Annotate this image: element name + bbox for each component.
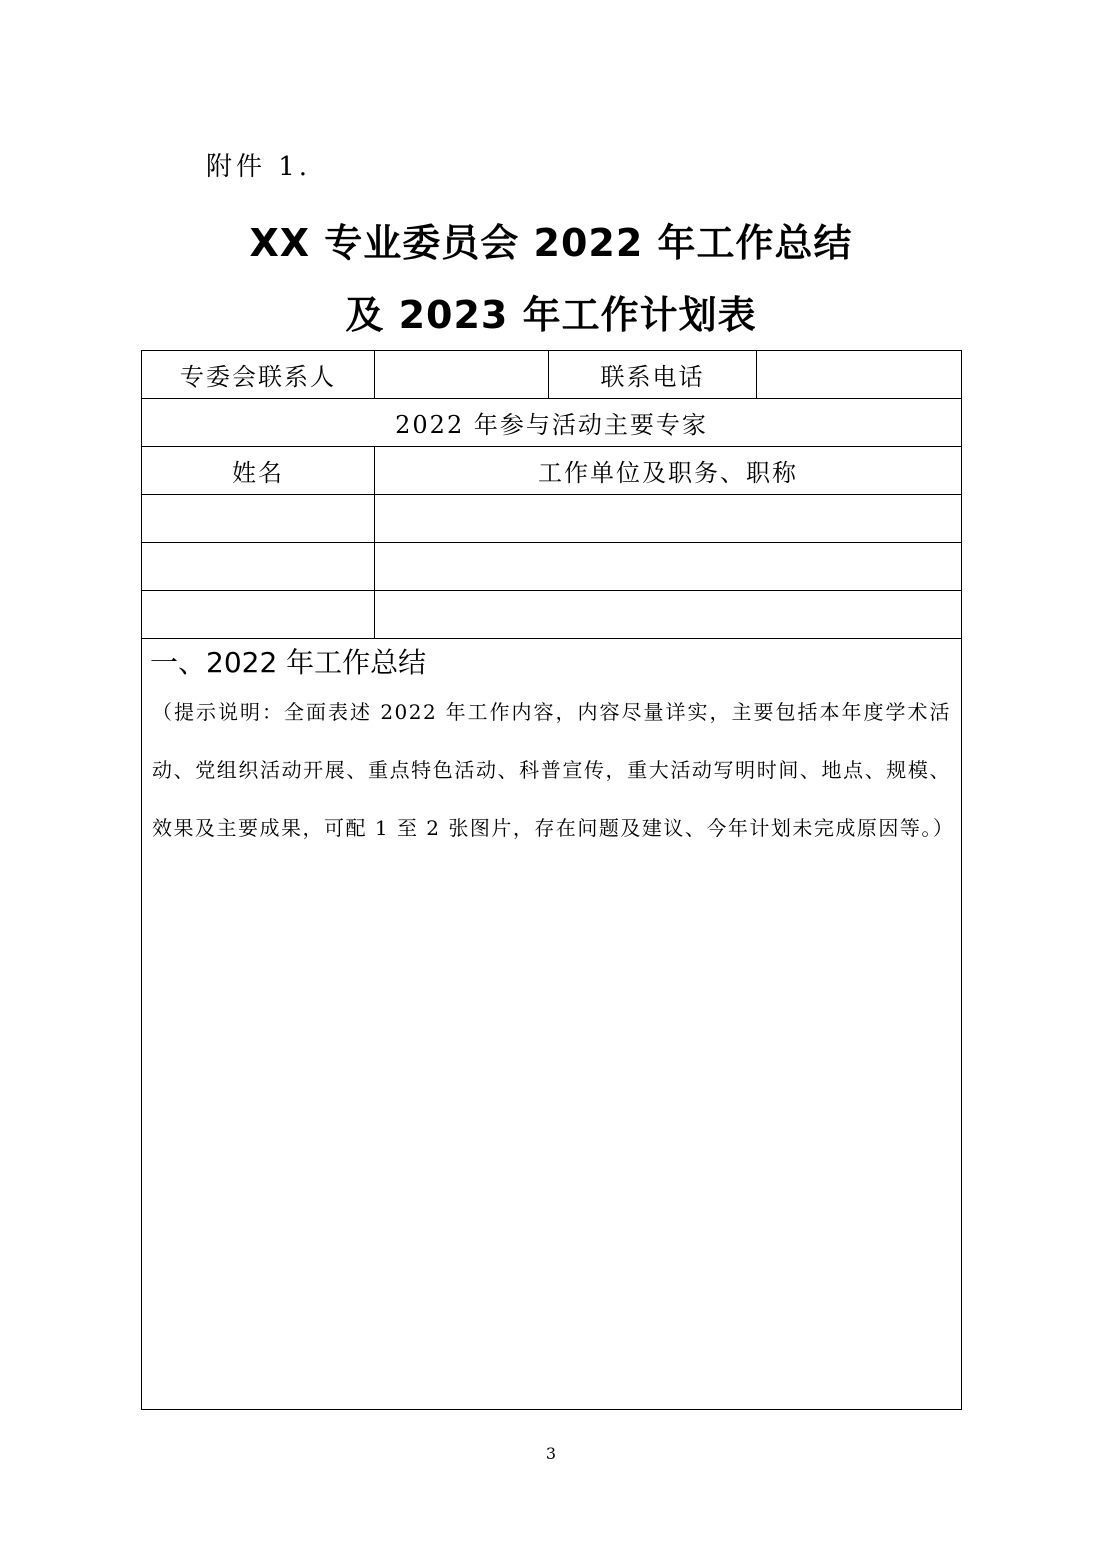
contact-label: 专委会联系人 <box>142 351 375 399</box>
contact-value-field[interactable] <box>375 351 549 399</box>
summary-section[interactable] <box>142 639 962 1410</box>
expert-name-field[interactable] <box>142 591 375 639</box>
contact-row <box>142 351 962 399</box>
experts-header: 2022 年参与活动主要专家 <box>142 399 962 447</box>
summary-row <box>142 639 962 1410</box>
expert-name-field[interactable] <box>142 495 375 543</box>
page-number: 3 <box>545 1444 557 1463</box>
experts-header-row <box>142 399 962 447</box>
document-title-line-2: 及 2023 年工作计划表 <box>345 293 757 337</box>
plan-form-table <box>141 350 962 1410</box>
column-header-row <box>142 447 962 495</box>
summary-hint-text: （提示说明：全面表述 2022 年工作内容，内容尽量详实，主要包括本年度学术活动、党组织活动开展、重点特色活动、科普宣传，重大活动写明时间、地点、规模、效果及主要成果，可配 1 至 2 张图片，存在问题及建议、今年计划未完成原因等。） <box>152 700 955 840</box>
expert-unit-field[interactable] <box>375 495 962 543</box>
attachment-label: 附件 1. <box>206 152 312 182</box>
expert-row <box>142 591 962 639</box>
summary-heading: 一、2022 年工作总结 <box>150 646 427 679</box>
expert-unit-field[interactable] <box>375 543 962 591</box>
expert-row <box>142 543 962 591</box>
expert-row <box>142 495 962 543</box>
unit-column-header: 工作单位及职务、职称 <box>375 447 962 495</box>
expert-name-field[interactable] <box>142 543 375 591</box>
expert-unit-field[interactable] <box>375 591 962 639</box>
phone-label: 联系电话 <box>549 351 757 399</box>
phone-value-field[interactable] <box>757 351 962 399</box>
name-column-header: 姓名 <box>142 447 375 495</box>
document-title-line-1: XX 专业委员会 2022 年工作总结 <box>249 221 853 265</box>
